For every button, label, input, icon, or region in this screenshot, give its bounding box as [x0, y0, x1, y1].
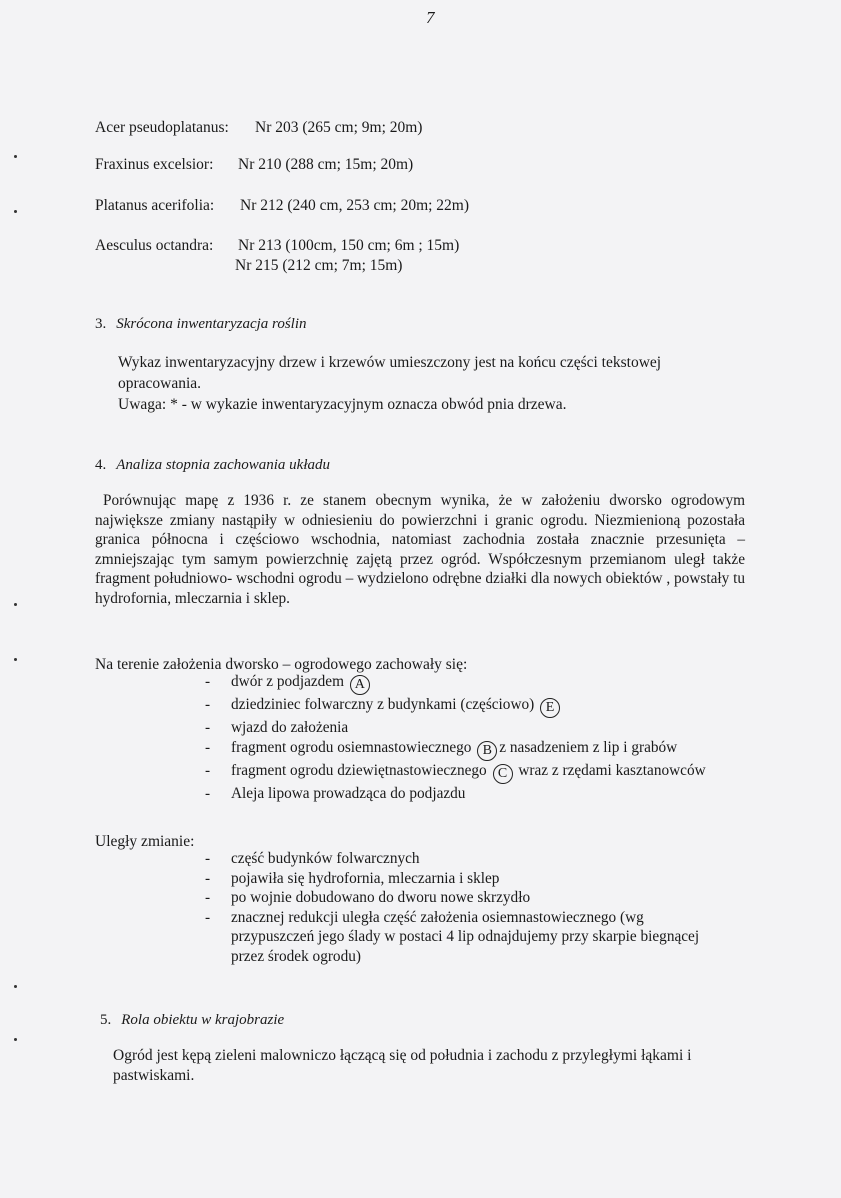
margin-dot: [14, 658, 17, 661]
list-item: - dziedziniec folwarczny z budynkami (częściowo) E: [205, 695, 765, 718]
marker-e: E: [540, 698, 560, 718]
species-name-fraxinus: Fraxinus excelsior:: [95, 156, 214, 173]
section-3-line-2: opracowania.: [118, 375, 202, 392]
list-item: - po wojnie dobudowano do dworu nowe skrzydło: [205, 889, 531, 907]
list-item: - pojawiła się hydrofornia, mleczarnia i sklep: [205, 869, 500, 887]
section-4-number: 4.: [95, 457, 107, 473]
section-5-title: Rola obiektu w krajobrazie: [121, 1012, 285, 1028]
species-name-platanus: Platanus acerifolia:: [95, 197, 215, 214]
page-number: 7: [426, 8, 435, 27]
section-3-title: Skrócona inwentaryzacja roślin: [116, 316, 307, 332]
changed-list: [205, 849, 765, 967]
section-3-line-1: Wykaz inwentaryzacyjny drzew i krzewów umieszczony jest na końcu części tekstowej: [118, 354, 662, 371]
section-4-heading: [95, 457, 330, 474]
section-5-paragraph: Ogród jest kępą zieleni malowniczo łączącą się od południa i zachodu z przyległymi łąkami i pastwiskami.: [113, 1047, 692, 1084]
list-item: - część budynków folwarcznych: [205, 850, 420, 867]
changed-intro: Uległy zmianie:: [95, 833, 195, 850]
species-value-platanus: Nr 212 (240 cm, 253 cm; 20m; 22m): [240, 197, 470, 214]
list-item: - wjazd do założenia: [205, 719, 349, 736]
section-5-heading: [100, 1012, 284, 1029]
margin-dot: [14, 1038, 17, 1041]
preserved-intro: Na terenie założenia dworsko – ogrodowego zachowały się:: [95, 656, 468, 673]
species-value-acer: Nr 203 (265 cm; 9m; 20m): [255, 119, 423, 136]
list-item: - fragment ogrodu osiemnastowiecznego B z nasadzeniem z lip i grabów: [205, 738, 765, 761]
section-4-paragraph: [95, 491, 745, 609]
species-value-fraxinus: Nr 210 (288 cm; 15m; 20m): [238, 156, 414, 173]
list-item: - Aleja lipowa prowadząca do podjazdu: [205, 784, 466, 802]
margin-dot: [14, 210, 17, 213]
species-value-aesculus-1: Nr 213 (100cm, 150 cm; 6m ; 15m): [238, 237, 460, 254]
list-item: - dwór z podjazdem A: [205, 672, 765, 695]
list-item: - znacznej redukcji uległa część założenia osiemnastowiecznego (wg przypuszczeń jego ślady w postaci 4 lip odnajdujemy przy skarpie biegnącej przez środek ogrodu): [205, 908, 700, 965]
species-name-acer: Acer pseudoplatanus:: [95, 119, 229, 136]
preserved-list: [205, 672, 765, 803]
species-name-aesculus: Aesculus octandra:: [95, 237, 214, 254]
marker-b: B: [477, 741, 497, 761]
section-4-paragraph-text: Porównując mapę z 1936 r. ze stanem obecnym wynika, że w założeniu dworsko ogrodowym największe zmiany nastąpiły w odniesieniu do powierzchni i granic ogrodu. Niezmienioną pozostała granica północna i częściowo wschodnia, natomiast zachodnia została znacznie przesunięta – zmniejszając tym samym powierzchnię zajętą przez ogród. Współczesnym przemianom uległ także fragment południowo- wschodni ogrodu – wydzielono odrębne działki dla nowych obiektów , powstały tu hydrofornia, mleczarnia i sklep.: [95, 492, 745, 607]
section-3-heading: [95, 316, 307, 333]
margin-dot: [14, 985, 17, 988]
species-value-aesculus-2: Nr 215 (212 cm; 7m; 15m): [235, 257, 403, 274]
margin-dot: [14, 155, 17, 158]
list-item: - fragment ogrodu dziewiętnastowiecznego C wraz z rzędami kasztanowców: [205, 761, 765, 784]
margin-dot: [14, 603, 17, 606]
marker-c: C: [493, 764, 513, 784]
section-3-number: 3.: [95, 316, 107, 332]
section-3-note: Uwaga: * - w wykazie inwentaryzacyjnym oznacza obwód pnia drzewa.: [118, 396, 567, 413]
section-4-title: Analiza stopnia zachowania układu: [116, 457, 330, 473]
marker-a: A: [350, 675, 370, 695]
section-5-number: 5.: [100, 1012, 112, 1028]
